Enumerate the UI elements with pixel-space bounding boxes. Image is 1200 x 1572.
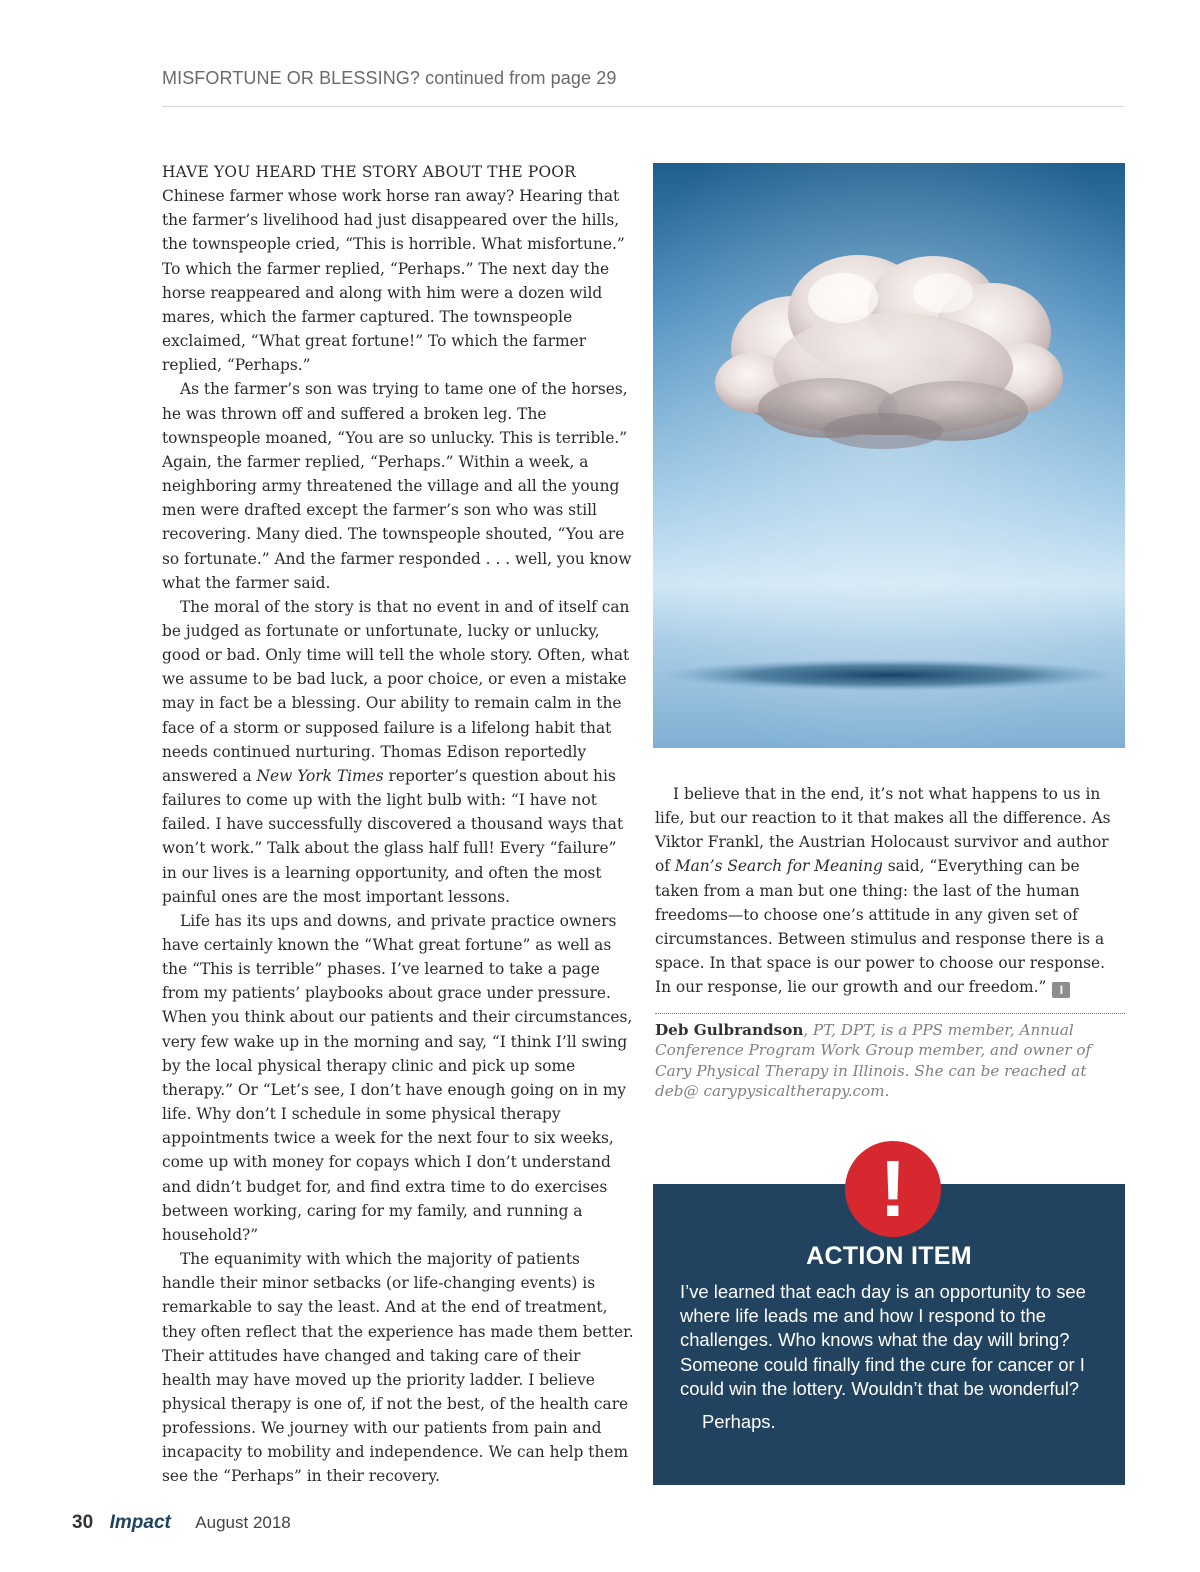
running-header: MISFORTUNE OR BLESSING? continued from page 29	[162, 68, 617, 88]
bio-divider	[655, 1013, 1125, 1014]
page-footer	[72, 1512, 291, 1540]
author-bio-text: , PT, DPT, is a PPS member, Annual Conference Program Work Group member, and owner of Cary Physical Therapy in Illinois. She can be reached at deb@ carypysicaltherapy.com.	[655, 1021, 1092, 1101]
article-paragraph-4: Life has its ups and downs, and private practice owners have certainly known the “What great fortune” as well as the “This is terrible” phases. I’ve learned to take a page from my patients’ playbooks about grace under pressure. When you think about our patients and their circumstances, very few wake up in the morning and say, “I think I’ll swing by the local physical therapy clinic and pick up some therapy.” Or “Let’s see, I don’t have enough going on in my life. Why don’t I schedule in some physical therapy appointments twice a week for the next four to six weeks, come up with money for copays which I don’t understand and didn’t budget for, and find extra time to do exercises between working, caring for my family, and running a household?”	[162, 911, 633, 1244]
article-right-column	[655, 782, 1125, 999]
action-item-closing: Perhaps.	[702, 1411, 776, 1433]
page-number: 30	[72, 1512, 94, 1533]
author-name: Deb Gulbrandson	[655, 1021, 804, 1039]
paragraph-text: Chinese farmer whose work horse ran away? Hearing that the farmer’s livelihood had just disappeared over the hills, the townspeople cried, “This is horrible. What misfortune.” To which the farmer replied, “Perhaps.” The next day the horse reappeared and along with him were a dozen wild mares, which the farmer captured. The townspeople exclaimed, “What great fortune!” To which the farmer replied, “Perhaps.”	[162, 187, 625, 375]
article-paragraph-6	[655, 782, 1125, 999]
header-divider	[162, 106, 1124, 107]
end-of-article-icon: I	[1052, 982, 1070, 998]
lead-in-caps: HAVE YOU HEARD THE STORY ABOUT THE POOR	[162, 163, 576, 181]
magazine-logo: Impact	[109, 1512, 171, 1533]
article-left-column	[162, 160, 634, 1489]
cloud-photo	[653, 163, 1125, 748]
article-paragraph-2: As the farmer’s son was trying to tame one of the horses, he was thrown off and suffered a broken leg. The townspeople moaned, “You are so unlucky. This is terrible.” Again, the farmer replied, “Perhaps.” Within a week, a neighboring army threatened the village and all the young men were drafted except the farmer’s son who was still recovering. Many died. The townspeople shouted, “You are so fortunate.” And the farmer responded . . . well, you know what the farmer said.	[162, 380, 632, 592]
book-title: Man’s Search for Meaning	[674, 857, 883, 876]
action-item-body	[680, 1280, 1100, 1434]
article-paragraph-5: The equanimity with which the majority of patients handle their minor setbacks (or life-changing events) is remarkable to say the least. And at the end of treatment, they often reflect that the experience has made them better. Their attitudes have changed and taking care of their health may have moved up the priority ladder. I believe physical therapy is one of, if not the best, of the health care professions. We journey with our patients from pain and incapacity to mobility and independence. We can help them see the “Perhaps” in their recovery.	[162, 1250, 634, 1486]
author-bio	[655, 1020, 1125, 1102]
paragraph-text: reporter’s question about his failures to come up with the light bulb with: “I have not failed. I have successfully discovered a thousand ways that won’t work.” Talk about the glass half full! Every “failure” in our lives is a learning opportunity, and often the most painful ones are the most important lessons.	[162, 766, 624, 906]
paragraph-text: I believe that in the end, it’s not what happens to us in life, but our reaction to it that makes all the difference. As Viktor Frankl, the Austrian Holocaust survivor and author of	[655, 785, 1111, 876]
action-item-title: ACTION ITEM	[806, 1242, 972, 1270]
publication-title: New York Times	[256, 766, 384, 785]
paragraph-text: said, “Everything can be taken from a man but one thing: the last of the human freedoms—to choose one’s attitude in any given set of circumstances. Between stimulus and response there is a space. In that space is our power to choose our response. In our response, lie our growth and our freedom.”	[655, 857, 1106, 997]
action-item-text: I’ve learned that each day is an opportunity to see where life leads me and how I respond to the challenges. Who knows what the day will bring? Someone could finally find the cure for cancer or I could win the lottery. Wouldn’t that be wonderful?	[680, 1281, 1086, 1399]
issue-date: August 2018	[195, 1513, 291, 1532]
exclamation-icon: !	[845, 1141, 941, 1237]
article-paragraph-3	[162, 595, 634, 909]
paragraph-text: The moral of the story is that no event in and of itself can be judged as fortunate or unfortunate, lucky or unlucky, good or bad. Only time will tell the whole story. Often, what we assume to be bad luck, a poor choice, or even a mistake may in fact be a blessing. Our ability to remain calm in the face of a storm or supposed failure is a lifelong habit that needs continued nurturing. Thomas Edison reportedly answered a	[162, 597, 630, 785]
article-paragraph-1	[162, 160, 634, 377]
